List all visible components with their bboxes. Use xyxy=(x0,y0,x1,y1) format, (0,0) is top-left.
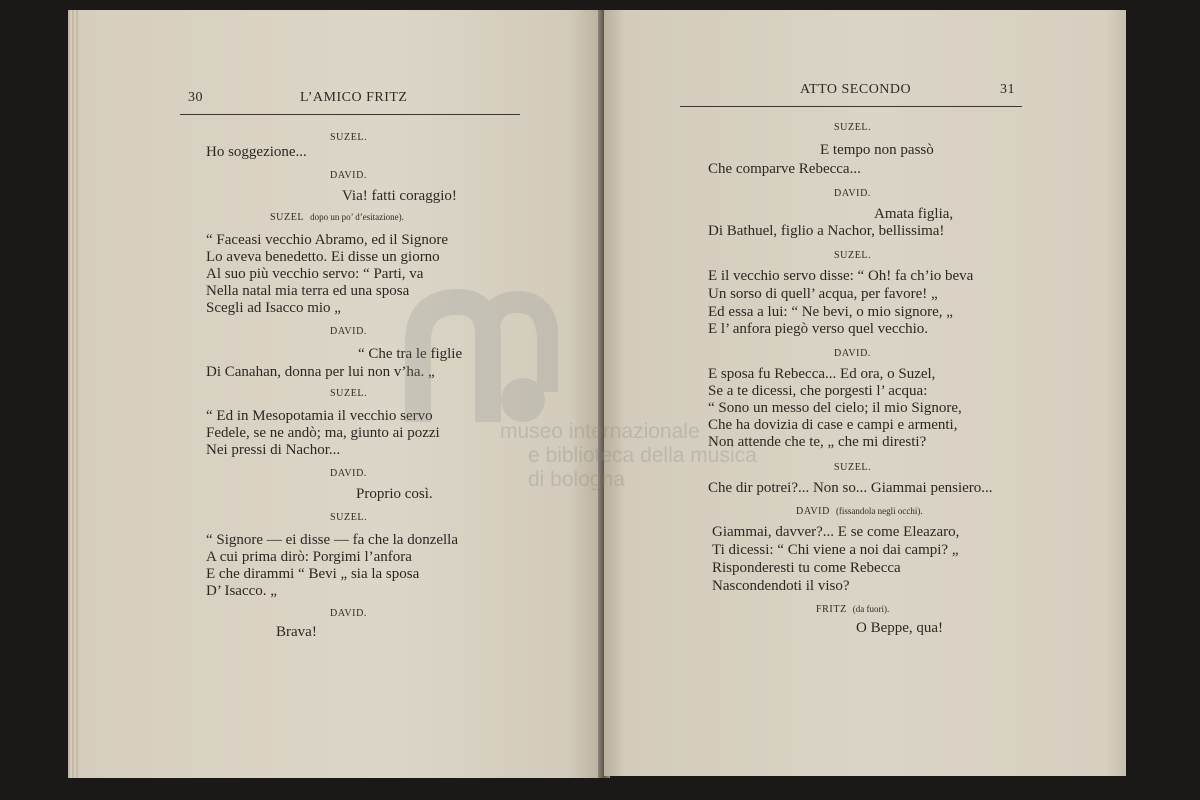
verse-line: E che dirammi “ Bevi „ sia la sposa xyxy=(206,566,420,582)
speaker-name: FRITZ xyxy=(816,604,847,615)
verse-line: E sposa fu Rebecca... Ed ora, o Suzel, xyxy=(708,366,936,382)
speaker-label: DAVID. xyxy=(330,326,368,337)
verse-line: Che comparve Rebecca... xyxy=(708,161,861,177)
verse-line: Giammai, davver?... E se come Eleazaro, xyxy=(712,524,960,540)
speaker-label xyxy=(796,506,923,517)
verse-line: Nella natal mia terra ed una sposa xyxy=(206,283,410,299)
speaker-label: SUZEL. xyxy=(834,122,872,133)
verse-line: E tempo non passò xyxy=(820,142,934,158)
speaker-label: SUZEL. xyxy=(330,512,368,523)
verse-line: Di Bathuel, figlio a Nachor, bellissima! xyxy=(708,223,945,239)
verse-line: Scegli ad Isacco mio „ xyxy=(206,300,341,316)
verse-line: Se a te dicessi, che porgesti l’ acqua: xyxy=(708,383,928,399)
verse-line: Nei pressi di Nachor... xyxy=(206,442,341,458)
page-edge xyxy=(68,10,78,778)
verse-line: Non attende che te, „ che mi diresti? xyxy=(708,434,927,450)
speaker-name: DAVID xyxy=(796,506,830,517)
verse-line: Al suo più vecchio servo: “ Parti, va xyxy=(206,266,424,282)
speaker-label: SUZEL. xyxy=(834,250,872,261)
watermark-line: di bologna xyxy=(528,468,625,491)
speaker-name: SUZEL xyxy=(270,212,305,223)
verse-line: Ed essa a lui: “ Ne bevi, o mio signore, „ xyxy=(708,304,953,320)
verse-line: Un sorso di quell’ acqua, per favore! „ xyxy=(708,286,938,302)
verse-line: Di Canahan, donna per lui non v’ha. „ xyxy=(206,364,435,380)
watermark-logo-icon xyxy=(398,282,558,432)
speaker-label: SUZEL. xyxy=(330,132,368,143)
watermark-text xyxy=(500,420,757,492)
verse-line: Ti dicessi: “ Chi viene a noi dai campi? „ xyxy=(712,542,959,558)
speaker-label: DAVID. xyxy=(834,348,872,359)
speaker-label xyxy=(270,212,404,223)
verse-line: “ Signore — ei disse — fa che la donzella xyxy=(206,532,458,548)
stage-direction: dopo un po’ d’esitazione). xyxy=(310,212,404,222)
verse-line: “ Ed in Mesopotamia il vecchio servo xyxy=(206,408,433,424)
verse-line: Via! fatti coraggio! xyxy=(342,188,457,204)
verse-line: Che dir potrei?... Non so... Giammai pensiero... xyxy=(708,480,993,496)
header-rule xyxy=(180,114,520,115)
running-title: L’AMICO FRITZ xyxy=(300,90,408,105)
watermark-line: museo internazionale xyxy=(500,420,700,443)
verse-line: Proprio così. xyxy=(356,486,433,502)
speaker-label: DAVID. xyxy=(330,608,368,619)
verse-line: Ho soggezione... xyxy=(206,144,307,160)
verse-line: Lo aveva benedetto. Ei disse un giorno xyxy=(206,249,440,265)
verse-line: E il vecchio servo disse: “ Oh! fa ch’io beva xyxy=(708,268,974,284)
verse-line: “ Che tra le figlie xyxy=(358,346,463,362)
watermark-line: e biblioteca della musica xyxy=(528,444,757,467)
speaker-label: DAVID. xyxy=(834,188,872,199)
running-title: ATTO SECONDO xyxy=(800,82,912,97)
speaker-label: SUZEL. xyxy=(834,462,872,473)
verse-line: Risponderesti tu come Rebecca xyxy=(712,560,901,576)
speaker-label xyxy=(816,604,889,615)
header-rule xyxy=(680,106,1022,107)
verse-line: Fedele, se ne andò; ma, giunto ai pozzi xyxy=(206,425,440,441)
verse-line: O Beppe, qua! xyxy=(856,620,944,636)
page-number: 30 xyxy=(188,90,203,105)
speaker-label: SUZEL. xyxy=(330,388,368,399)
verse-line: Nascondendoti il viso? xyxy=(712,578,850,594)
verse-line: A cui prima dirò: Porgimi l’anfora xyxy=(206,549,412,565)
page-number: 31 xyxy=(1000,82,1015,97)
right-page xyxy=(604,10,1126,776)
stage-direction: (fissandola negli occhi). xyxy=(835,506,923,516)
stage-direction: (da fuori). xyxy=(852,604,890,614)
verse-line: “ Faceasi vecchio Abramo, ed il Signore xyxy=(206,232,449,248)
verse-line: Che ha dovizia di case e campi e armenti, xyxy=(708,417,958,433)
speaker-label: DAVID. xyxy=(330,170,368,181)
verse-line: E l’ anfora piegò verso quel vecchio. xyxy=(708,321,929,337)
verse-line: D’ Isacco. „ xyxy=(206,583,277,599)
verse-line: “ Sono un messo del cielo; il mio Signore, xyxy=(708,400,962,416)
speaker-label: DAVID. xyxy=(330,468,368,479)
verse-line: Amata figlia, xyxy=(874,206,954,222)
verse-line: Brava! xyxy=(276,624,317,640)
